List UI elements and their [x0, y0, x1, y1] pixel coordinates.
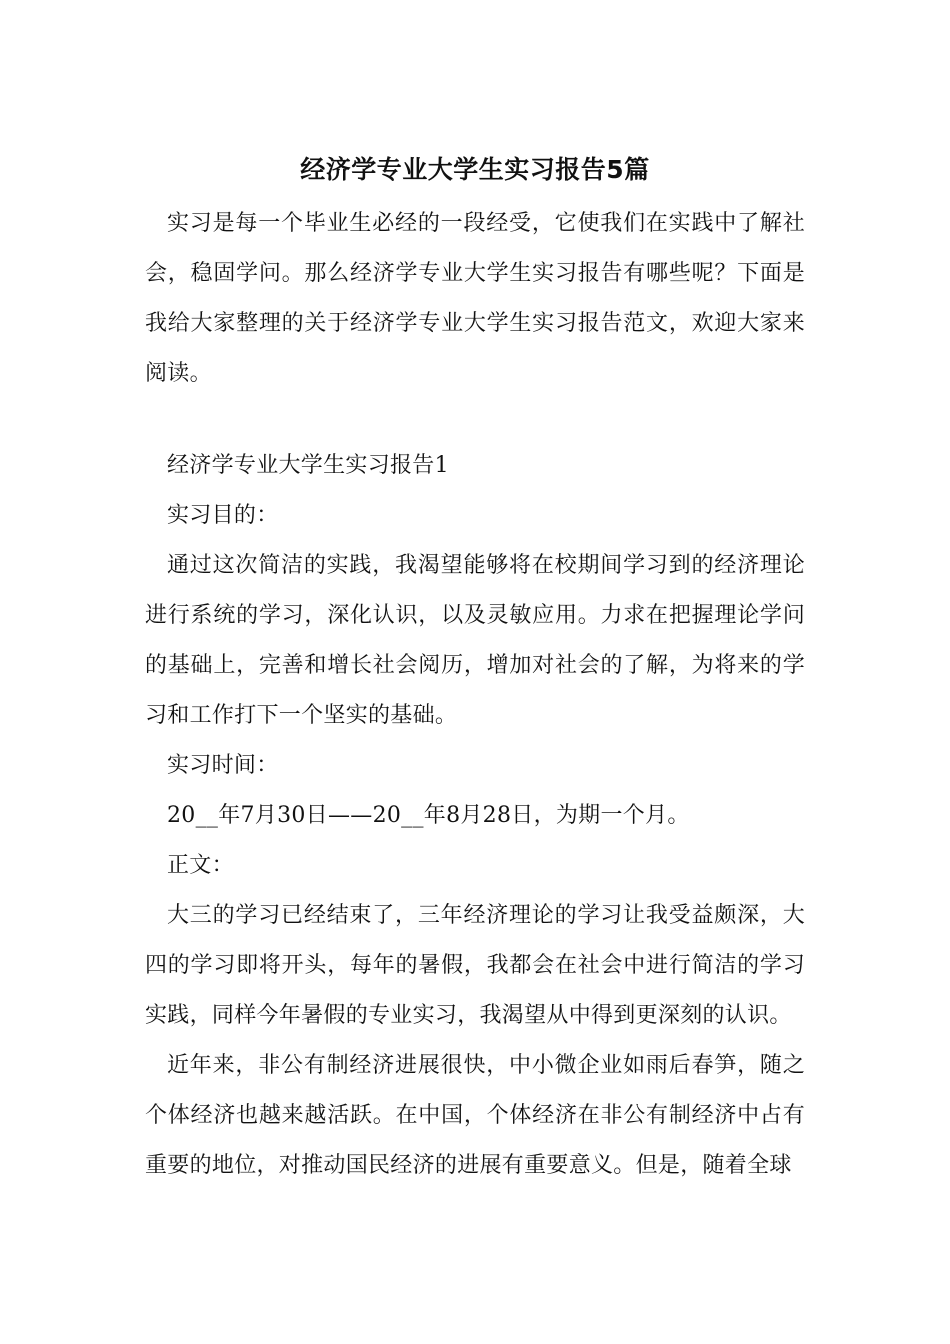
body-label: 正文：: [167, 853, 234, 878]
intro-block: [145, 199, 805, 399]
section-heading: 经济学专业大学生实习报告1: [167, 453, 449, 478]
time-paragraph: 20__年7月30日——20__年8月28日，为期一个月。: [167, 803, 690, 828]
purpose-label: 实习目的：: [167, 503, 279, 528]
purpose-paragraph: 通过这次简洁的实践，我渴望能够将在校期间学习到的经济理论进行系统的学习，深化认识，以及灵敏应用。力求在把握理论学问的基础上，完善和增长社会阅历，增加对社会的了解，为将来的学习和工作打下一个坚实的基础。: [145, 553, 805, 728]
document-page: [145, 150, 805, 1191]
body-paragraph-1: 大三的学习已经结束了，三年经济理论的学习让我受益颇深，大四的学习即将开头，每年的暑假，我都会在社会中进行简洁的学习实践，同样今年暑假的专业实习，我渴望从中得到更深刻的认识。: [145, 903, 805, 1028]
report-section: [145, 441, 805, 1191]
time-label: 实习时间：: [167, 753, 279, 778]
document-title: 经济学专业大学生实习报告5篇: [300, 155, 650, 184]
body-paragraph-2: 近年来，非公有制经济进展很快，中小微企业如雨后春笋，随之个体经济也越来越活跃。在中国，个体经济在非公有制经济中占有重要的地位，对推动国民经济的进展有重要意义。但是，随着全球: [145, 1053, 805, 1178]
intro-paragraph: 实习是每一个毕业生必经的一段经受，它使我们在实践中了解社会，稳固学问。那么经济学专业大学生实习报告有哪些呢？下面是我给大家整理的关于经济学专业大学生实习报告范文，欢迎大家来阅读。: [145, 211, 805, 386]
section-spacer: [145, 399, 805, 441]
